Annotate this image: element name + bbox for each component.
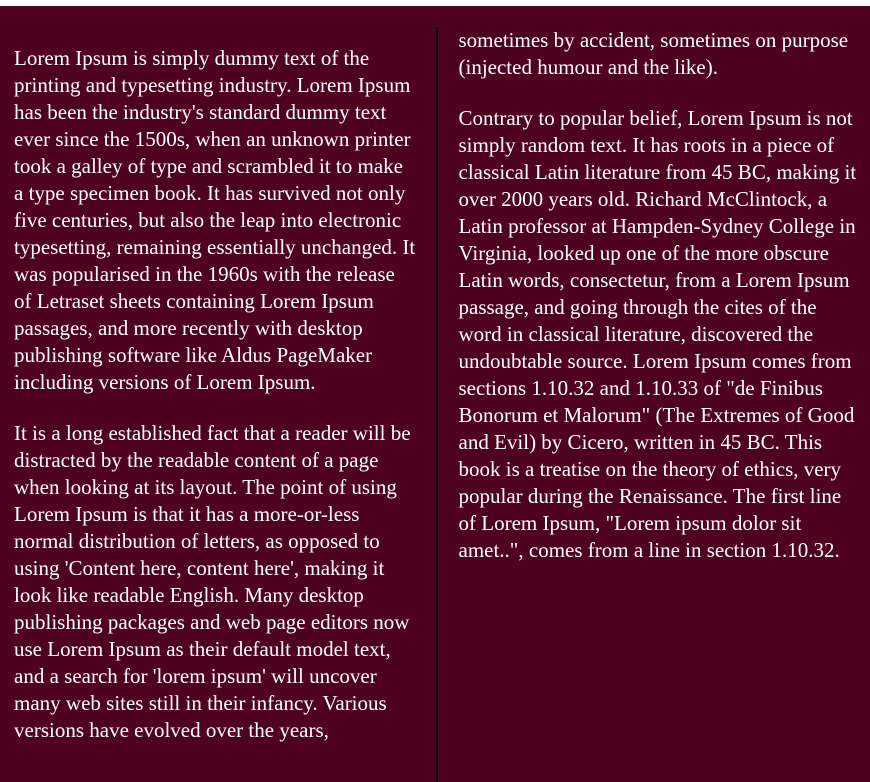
- paragraph-contrary-belief: Contrary to popular belief, Lorem Ipsum is not simply random text. It has roots in a piece of classical Latin literature from 45 BC, making it over 2000 years old. Richard McClintock, a Latin professor at Hampden-Sydney College in Virginia, looked up one of the more obscure Latin words, consectetur, from a Lorem Ipsum passage, and going through the cites of the word in classical literature, discovered the undoubtable source. Lorem Ipsum comes from sections 1.10.32 and 1.10.33 of "de Finibus Bonorum et Malorum" (The Extremes of Good and Evil) by Cicero, written in 45 BC. This book is a treatise on the theory of ethics, very popular during the Renaissance. The first line of Lorem Ipsum, "Lorem ipsum dolor sit amet..", comes from a line in section 1.10.32.: [458, 106, 857, 562]
- two-column-article: [14, 27, 860, 782]
- paragraph-lorem-ipsum-intro: Lorem Ipsum is simply dummy text of the printing and typesetting industry. Lorem Ipsum has been the industry's standard dummy text ever since the 1500s, when an unknown printer took a galley of type and scrambled it to make a type specimen book. It has survived not only five centuries, but also the leap into electronic typesetting, remaining essentially unchanged. It was popularised in the 1960s with the release of Letraset sheets containing Lorem Ipsum passages, and more recently with desktop publishing software like Aldus PageMaker including versions of Lorem Ipsum.: [14, 46, 416, 394]
- paragraph-readable-content: It is a long established fact that a reader will be distracted by the readable content of a page when looking at its layout. The point of using Lorem Ipsum is that it has a more-or-less normal distribution of letters, as opposed to using 'Content here, content here', making it look like readable English. Many desktop publishing packages and web page editors now use Lorem Ipsum as their default model text, and a search for 'lorem ipsum' will uncover many web sites still in their infancy. Various versions have evolved over the years, sometimes by accident, sometimes on purpose (injected humour and the like).: [14, 28, 849, 742]
- page-background: [0, 6, 870, 782]
